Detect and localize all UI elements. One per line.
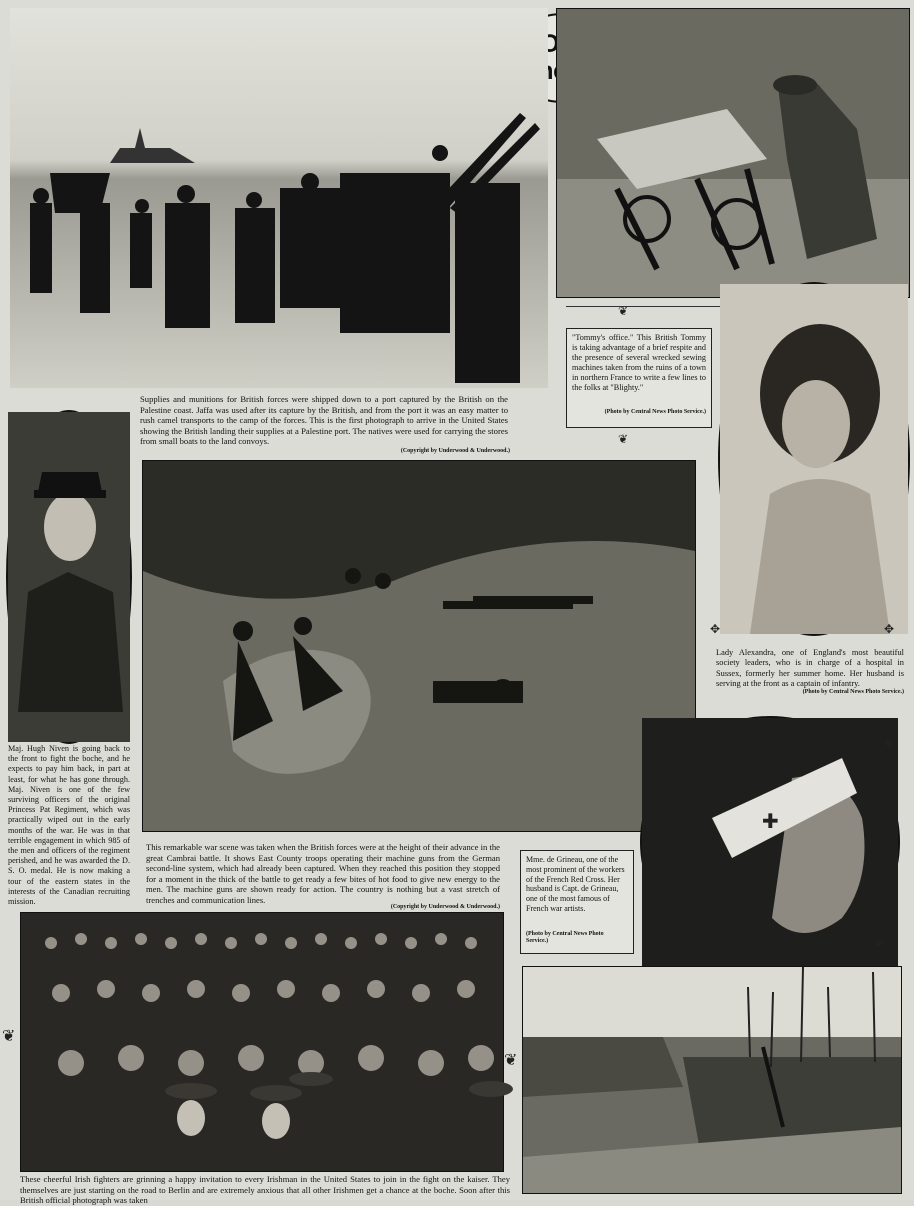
niven-caption: Maj. Hugh Niven is going back to the front to fight the boche, and he expects to pay him back, in part at least, for what he has gone through. Maj. Niven is one of the few surviving officers of the original Princess Pat Regiment, which was practically wiped out in the early months of the war. He was in that terrible engagement in which 985 of the men and officers of the regiment perished, and he was awarded the D. S. O. medal. He is now making a tour of the eastern states in the interests of the Canadian recruiting mission. xyxy=(8,744,130,907)
tommy-ornament-bottom: ❦ xyxy=(618,432,629,446)
grineau-caption: Mme. de Grineau, one of the most prominent of the workers of the French Red Cross. Her husband is Capt. de Grineau, one of the most famous of French war artists. xyxy=(526,855,625,913)
tommy-office-caption: "Tommy's office." This British Tommy is taking advantage of a brief respite and the presence of several wrecked sewing machines taken from the ruins of a town in northern France to write a few lines to the folks at "Blighty." xyxy=(572,333,706,392)
tommy-ornament-top: ❦ xyxy=(618,304,629,318)
grineau-portrait-image xyxy=(642,718,898,966)
cambrai-caption: This remarkable war scene was taken when the British forces were at the height of their advance in the great Cambrai battle. It shows East County troops operating their machine guns from the German second-line system, which had already been captured. When they reached this position they stopped for a moment in the thick of the battle to get ready a few bites of hot food to give new energy to the men. The machine guns are shown ready for action. The country is nothing but a vast stretch of trenches and communication lines. xyxy=(146,842,500,905)
palestine-scene xyxy=(10,8,548,388)
tommy-office-photo xyxy=(556,8,910,298)
grineau-portrait xyxy=(640,716,900,968)
grineau-credit: (Photo by Central News Photo Service.) xyxy=(526,931,604,944)
grineau-ornament-top: ❦ xyxy=(884,736,895,750)
palestine-photo xyxy=(10,8,548,388)
niven-portrait xyxy=(6,410,132,744)
alexandra-portrait xyxy=(718,282,910,636)
svg-text:✚: ✚ xyxy=(762,809,779,833)
tommy-office-scene xyxy=(557,9,909,297)
cambrai-photo xyxy=(142,460,696,832)
grineau-ornament-bottom: ❦ xyxy=(874,936,885,950)
palestine-credit: (Copyright by Underwood & Underwood.) xyxy=(400,448,510,454)
cambrai-credit: (Copyright by Underwood & Underwood.) xyxy=(390,904,500,910)
alexandra-ornament-left: ✥ xyxy=(710,622,721,636)
cambrai-scene xyxy=(143,461,695,831)
alexandra-portrait-image xyxy=(720,284,908,634)
niven-portrait-image xyxy=(8,412,130,742)
tommy-caption-box xyxy=(566,328,712,428)
tommy-office-credit: (Photo by Central News Photo Service.) xyxy=(604,409,706,415)
irish-ornament-right: ❦ xyxy=(504,1050,518,1069)
irish-ornament-left: ❦ xyxy=(2,1026,16,1045)
alexandra-credit: (Photo by Central News Photo Service.) xyxy=(802,689,904,695)
trench-scene xyxy=(523,967,901,1193)
palestine-caption: Supplies and munitions for British forces were shipped down to a port captured by the British on the Palestine coast. Jaffa was used after its capture by the British, and from the port it was an easy matter to rush camel transports to the camp of the forces. This is the first photograph to arrive in the United States showing the British landing their supplies at a Palestine port. The natives were used for carrying the stores from small boats to the land convoys. xyxy=(140,394,508,447)
alexandra-ornament-right: ✥ xyxy=(884,622,895,636)
irish-fighters-photo xyxy=(20,912,504,1172)
irish-fighters-scene xyxy=(21,913,503,1171)
irish-fighters-caption: These cheerful Irish fighters are grinning a happy invitation to every Irishman in the United States to join in the fight on the kaiser. They themselves are just starting on the road to Berlin and are extremely anxious that all other Irishmen get a chance at the boche. Soon after this British official photograph was taken xyxy=(20,1174,510,1206)
grineau-caption-box xyxy=(520,850,634,954)
alexandra-caption: Lady Alexandra, one of England's most beautiful society leaders, who is in charge of a hospital in Sussex, formerly her summer home. Her husband is serving at the front as a captain of infantry. xyxy=(716,648,904,689)
trench-photo xyxy=(522,966,902,1194)
